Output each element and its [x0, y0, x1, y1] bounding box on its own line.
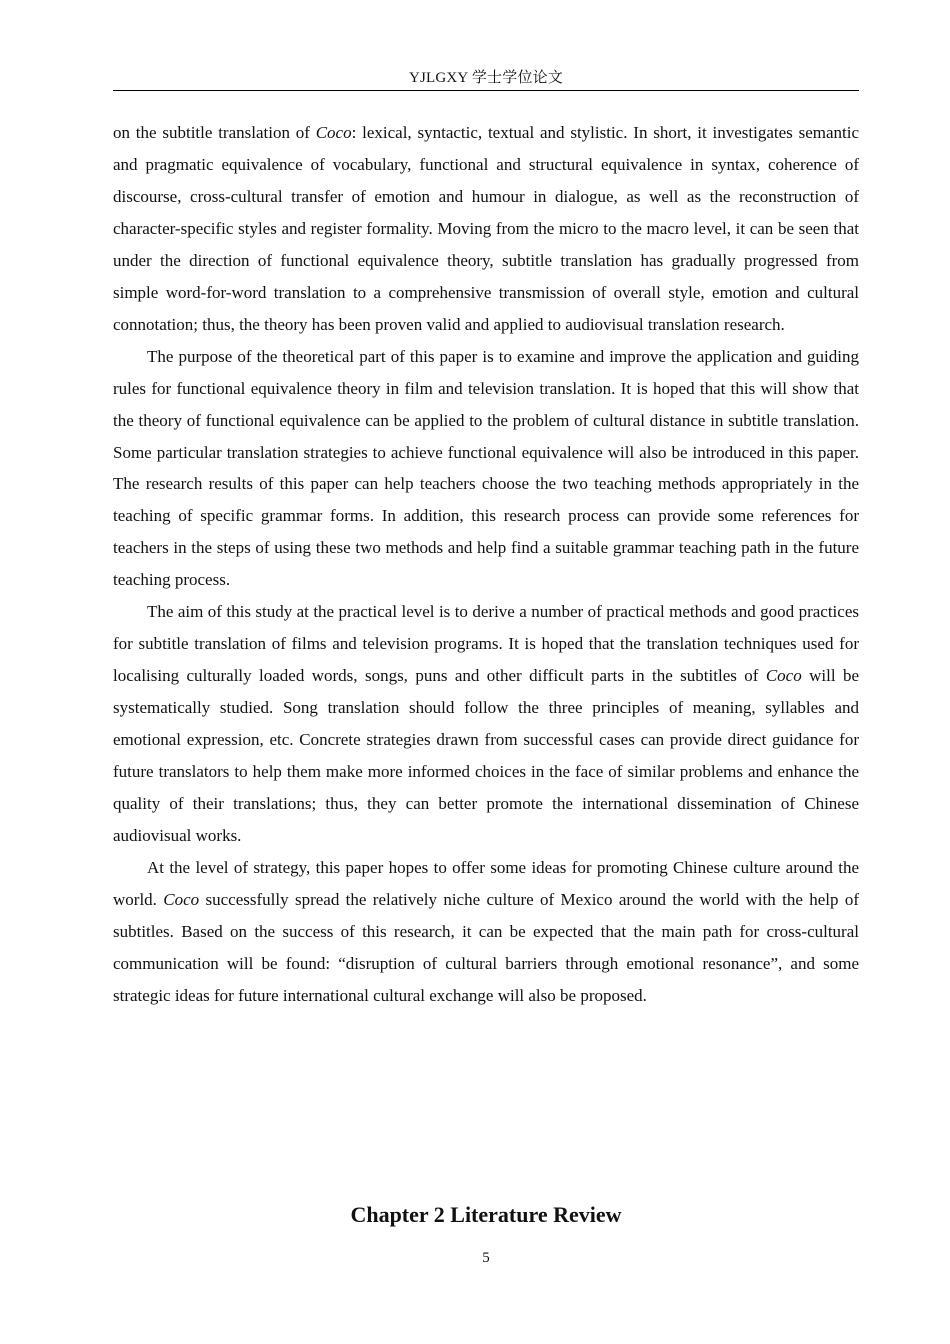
paragraph-4: [113, 852, 859, 1012]
running-header: [113, 68, 859, 91]
paragraph-3-text-a: The aim of this study at the practical level is to derive a number of practical methods and good practices for subtitle translation of films and television programs. It is hoped that the translation techniques used for localising culturally loaded words, songs, puns and other difficult parts in the subtitles of: [113, 602, 859, 686]
running-header-title: YJLGXY 学士学位论文: [408, 70, 564, 86]
body-text: [113, 117, 859, 1012]
paragraph-4-text-b: successfully spread the relatively niche culture of Mexico around the world with the help of subtitles. Based on the success of this research, it can be expected that the main path for cross-cultural communication will be found: “disruption of cultural barriers through emotional resonance”, and some strategic ideas for future international cultural exchange will also be proposed.: [113, 889, 859, 1005]
paragraph-3-text-b: will be systematically studied. Song translation should follow the three principles of meaning, syllables and emotional expression, etc. Concrete strategies drawn from successful cases can provide direct guidance for future translators to help them make more informed choices in the face of similar problems and enhance the quality of their translations; thus, they can better promote the international dissemination of Chinese audiovisual works.: [113, 666, 859, 845]
paragraph-3: [113, 596, 859, 852]
paragraph-1-text-a: on the subtitle translation of: [113, 123, 316, 142]
paragraph-1-film-title: Coco: [315, 123, 352, 142]
paragraph-4-film-title: Coco: [163, 889, 200, 909]
chapter-heading: Chapter 2 Literature Review: [350, 1202, 622, 1227]
paragraph-2: [113, 341, 859, 597]
paragraph-1-text-b: : lexical, syntactic, textual and stylistic. In short, it investigates semantic and pragmatic equivalence of vocabulary, functional and structural equivalence in syntax, coherence of discourse, cross-cultural transfer of emotion and humour in dialogue, as well as the reconstruction of character-specific styles and register formality. Moving from the micro to the macro level, it can be seen that under the direction of functional equivalence theory, subtitle translation has gradually progressed from simple word-for-word translation to a comprehensive transmission of overall style, emotion and cultural connotation; thus, the theory has been proven valid and applied to audiovisual translation research.: [113, 123, 859, 334]
paragraph-1: [113, 117, 859, 341]
paragraph-2-text: The purpose of the theoretical part of this paper is to examine and improve the application and guiding rules for functional equivalence theory in film and television translation. It is hoped that this will show that the theory of functional equivalence can be applied to the problem of cultural distance in subtitle translation. Some particular translation strategies to achieve functional equivalence will also be introduced in this paper. The research results of this paper can help teachers choose the two teaching methods appropriately in the teaching of specific grammar forms. In addition, this research process can provide some references for teachers in the steps of using these two methods and help find a suitable grammar teaching path in the future teaching process.: [113, 346, 859, 590]
page-number: 5: [482, 1250, 490, 1266]
paragraph-3-film-title: Coco: [765, 666, 802, 686]
paragraph-4-text-a: At the level of strategy, this paper hopes to offer some ideas for promoting Chinese culture around the world.: [113, 857, 859, 909]
